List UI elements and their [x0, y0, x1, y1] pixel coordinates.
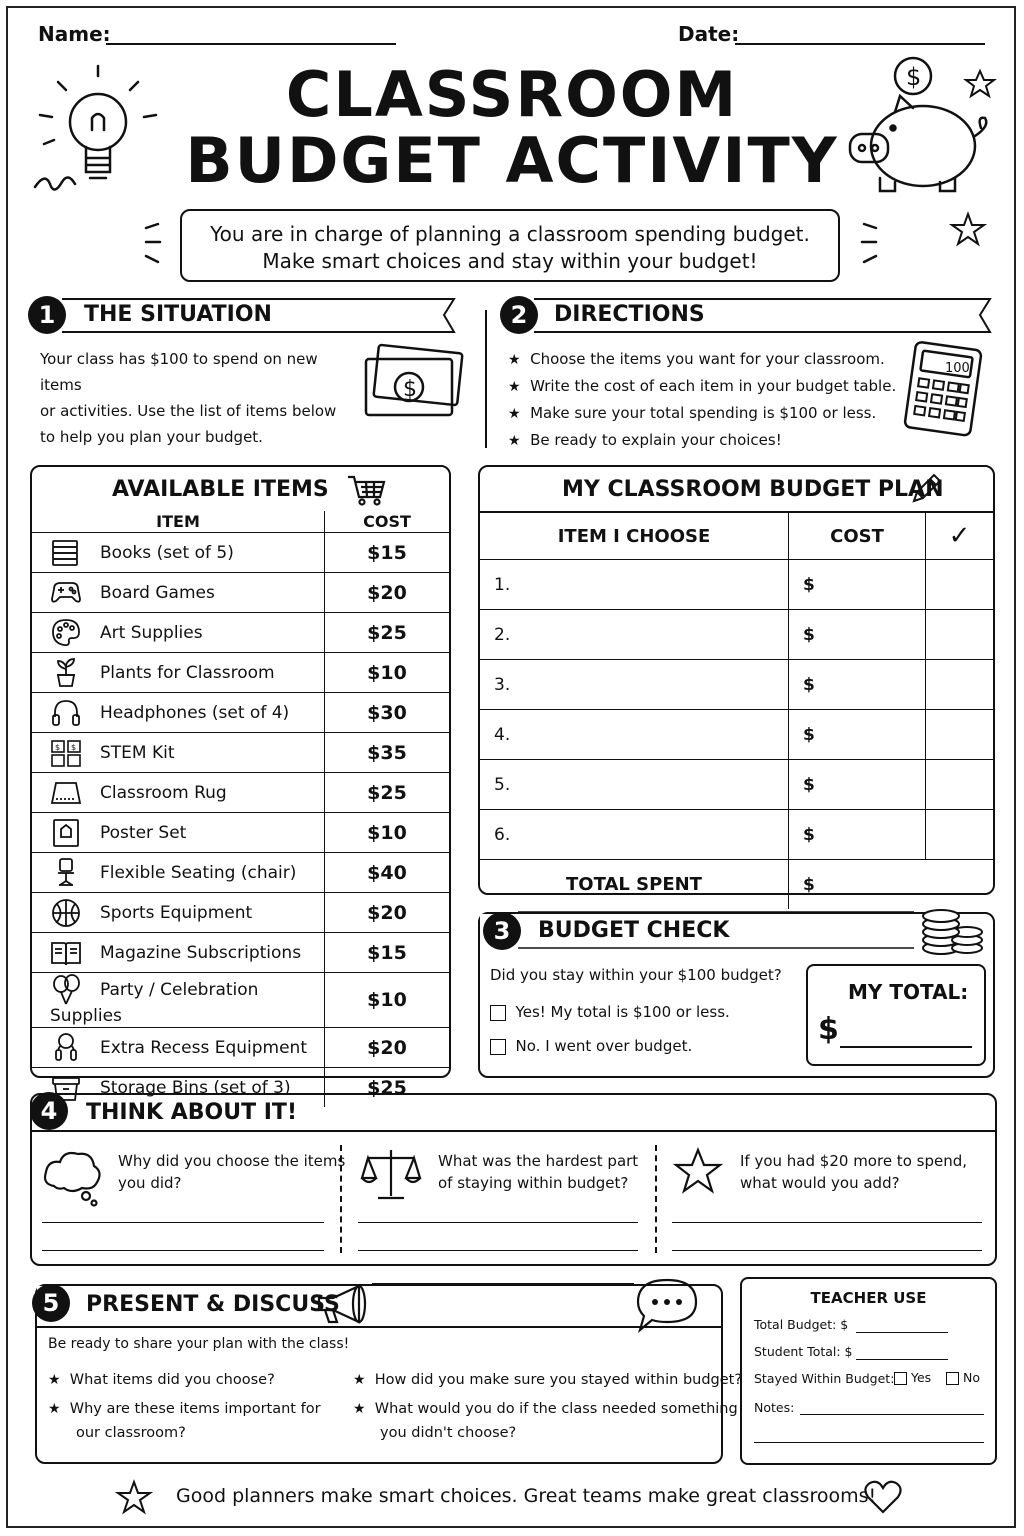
item-cell	[32, 893, 325, 933]
present-text: What items did you choose?	[69, 1372, 275, 1388]
think-question-2	[438, 1150, 638, 1194]
bullet-star-icon: ★	[353, 1372, 366, 1388]
coin-stack-icon	[915, 904, 985, 964]
item-row	[32, 893, 449, 933]
item-row	[32, 573, 449, 613]
bullet-star-icon: ★	[508, 352, 521, 368]
my-total-field[interactable]	[840, 1046, 972, 1048]
shopping-cart-icon	[346, 473, 386, 507]
item-cost: $15	[325, 533, 450, 573]
teacher-yes-option[interactable]	[894, 1370, 931, 1385]
directions-item	[508, 400, 908, 427]
section-4-number: 4	[30, 1092, 68, 1130]
item-row	[32, 1028, 449, 1068]
item-name: Plants for Classroom	[100, 662, 275, 683]
plan-row	[480, 810, 993, 860]
plan-row-number: 3.	[494, 674, 511, 695]
section-1-number: 1	[28, 296, 66, 334]
plan-check-field[interactable]	[926, 710, 994, 760]
svg-text:$: $	[55, 742, 61, 752]
item-cell	[32, 1028, 325, 1068]
section-5-number: 5	[32, 1284, 70, 1322]
present-intro: Be ready to share your plan with the class!	[48, 1336, 350, 1352]
situation-line: Your class has $100 to spend on new items	[40, 350, 318, 394]
headphones-icon	[50, 697, 82, 729]
item-cell	[32, 693, 325, 733]
item-cost: $25	[325, 1068, 450, 1108]
plan-row-number: 2.	[494, 624, 511, 645]
section-divider	[485, 310, 487, 448]
rug-icon	[50, 777, 82, 809]
item-cost: $25	[325, 613, 450, 653]
teacher-no-option[interactable]	[946, 1370, 980, 1385]
section-3-title: BUDGET CHECK	[538, 918, 730, 943]
teacher-use-box	[740, 1277, 997, 1465]
plan-check-field[interactable]	[926, 810, 994, 860]
svg-text:$: $	[71, 742, 77, 752]
item-row	[32, 773, 449, 813]
my-total-dollar: $	[818, 1012, 839, 1047]
item-cell	[32, 773, 325, 813]
q1-line: you did?	[118, 1174, 182, 1192]
plan-item-field[interactable]	[480, 810, 789, 860]
plan-row-number: 5.	[494, 774, 511, 795]
plan-check-field[interactable]	[926, 760, 994, 810]
answer-line-1b[interactable]	[42, 1250, 324, 1251]
situation-text	[40, 346, 360, 450]
item-row	[32, 813, 449, 853]
teacher-no-checkbox[interactable]	[946, 1372, 959, 1385]
item-cell	[32, 613, 325, 653]
dollar-sign: $	[803, 674, 815, 695]
bullet-star-icon: ★	[508, 433, 521, 449]
svg-text:$: $	[906, 63, 922, 91]
answer-line-2a[interactable]	[358, 1222, 638, 1223]
item-cost: $15	[325, 933, 450, 973]
stayed-within-label: Stayed Within Budget:	[754, 1371, 895, 1386]
name-line[interactable]	[106, 43, 396, 45]
directions-item	[508, 427, 908, 454]
section-4-title: THINK ABOUT IT!	[86, 1100, 297, 1125]
plan-row	[480, 660, 993, 710]
total-budget-label: Total Budget: $	[754, 1317, 849, 1332]
checkmark-icon: ✓	[926, 512, 994, 560]
budget-check-question: Did you stay within your $100 budget?	[490, 966, 782, 984]
present-bullet-3	[353, 1368, 742, 1392]
present-bullet-2	[48, 1397, 321, 1445]
item-cost: $30	[325, 693, 450, 733]
svg-text:$: $	[403, 377, 417, 402]
item-name: Books (set of 5)	[100, 542, 234, 563]
teacher-no-label: No	[962, 1370, 980, 1385]
item-cost: $10	[325, 973, 450, 1028]
poster-icon	[50, 817, 82, 849]
item-row	[32, 693, 449, 733]
item-cost: $25	[325, 773, 450, 813]
money-stack-icon	[362, 345, 464, 425]
books-icon	[50, 537, 82, 569]
thought-cloud-icon	[42, 1148, 104, 1208]
budget-plan-table	[480, 511, 993, 909]
title-line-1: CLASSROOM	[285, 58, 739, 131]
item-cost: $35	[325, 733, 450, 773]
plan-row	[480, 560, 993, 610]
plan-cost-field[interactable]	[789, 810, 926, 860]
no-label: No. I went over budget.	[515, 1037, 693, 1055]
speech-bubble-icon	[634, 1276, 700, 1334]
item-name: Poster Set	[100, 822, 187, 843]
ball-icon	[50, 897, 82, 929]
directions-item	[508, 346, 908, 373]
dollar-sign: $	[803, 574, 815, 595]
directions-text: Be ready to explain your choices!	[530, 431, 782, 449]
section-2-title: DIRECTIONS	[554, 302, 705, 327]
title-line-2: BUDGET ACTIVITY	[185, 124, 839, 197]
item-row	[32, 653, 449, 693]
total-budget-field[interactable]	[856, 1332, 948, 1333]
dollar-sign: $	[803, 824, 815, 845]
item-row	[32, 533, 449, 573]
calculator-icon	[905, 342, 985, 437]
present-text: you didn't choose?	[380, 1425, 517, 1441]
plan-check-field[interactable]	[926, 560, 994, 610]
yes-checkbox[interactable]	[490, 1005, 506, 1021]
q3-line: what would you add?	[740, 1174, 900, 1192]
scale-icon	[360, 1146, 422, 1204]
budget-plan-title: MY CLASSROOM BUDGET PLAN	[562, 477, 944, 502]
teacher-yes-checkbox[interactable]	[894, 1372, 907, 1385]
col-item-header: ITEM	[156, 512, 200, 531]
item-name: Extra Recess Equipment	[100, 1037, 307, 1058]
stem-kit-icon	[50, 737, 82, 769]
balloons-icon	[50, 974, 82, 1006]
directions-text: Write the cost of each item in your budget table.	[530, 377, 897, 395]
plan-item-field[interactable]	[480, 660, 789, 710]
directions-text: Choose the items you want for your classroom.	[530, 350, 885, 368]
think-divider	[30, 1130, 997, 1132]
present-bullet-1	[48, 1368, 275, 1392]
star-icon	[950, 212, 986, 248]
item-cell	[32, 813, 325, 853]
plan-row	[480, 710, 993, 760]
col-cost-header: COST	[325, 511, 450, 533]
plan-row-number: 6.	[494, 824, 511, 845]
dollar-sign: $	[803, 774, 815, 795]
item-row	[32, 613, 449, 653]
no-checkbox[interactable]	[490, 1039, 506, 1055]
game-controller-icon	[50, 577, 82, 609]
student-total-label: Student Total: $	[754, 1344, 853, 1359]
plan-cost-field[interactable]	[789, 710, 926, 760]
answer-line-3a[interactable]	[672, 1222, 982, 1223]
item-cell	[32, 973, 325, 1028]
section-5-title: PRESENT & DISCUSS	[86, 1292, 340, 1317]
answer-line-1a[interactable]	[42, 1222, 324, 1223]
intro-line-2: Make smart choices and stay within your budget!	[262, 249, 758, 273]
present-text: How did you make sure you stayed within budget?	[374, 1372, 743, 1388]
item-row	[32, 933, 449, 973]
my-total-box	[806, 964, 986, 1066]
bullet-star-icon: ★	[353, 1401, 366, 1417]
date-line[interactable]	[735, 43, 985, 45]
q2-line: of staying within budget?	[438, 1174, 629, 1192]
dashed-divider	[340, 1145, 342, 1253]
col-cost-header: COST	[789, 512, 926, 560]
total-spent-field[interactable]	[789, 860, 994, 910]
section-1-title: THE SITUATION	[84, 302, 272, 327]
yes-label: Yes! My total is $100 or less.	[515, 1003, 730, 1021]
present-text: Why are these items important for	[69, 1401, 321, 1417]
megaphone-icon	[315, 1284, 373, 1328]
plan-item-field[interactable]	[480, 610, 789, 660]
item-name: Art Supplies	[100, 622, 203, 643]
teacher-use-title: TEACHER USE	[810, 1289, 927, 1307]
item-cell	[32, 933, 325, 973]
item-row	[32, 733, 449, 773]
teacher-yes-label: Yes	[910, 1370, 932, 1385]
item-name: Board Games	[100, 582, 215, 603]
plan-cost-field[interactable]	[789, 560, 926, 610]
piggy-bank-icon	[845, 56, 1005, 206]
footer-text: Good planners make smart choices. Great teams make great classrooms!	[176, 1485, 877, 1507]
situation-line: or activities. Use the list of items below	[40, 402, 337, 420]
footer-star-icon	[116, 1480, 152, 1514]
magazine-icon	[50, 937, 82, 969]
item-cost: $20	[325, 893, 450, 933]
item-cost: $20	[325, 573, 450, 613]
dollar-sign: $	[803, 724, 815, 745]
bullet-star-icon: ★	[48, 1401, 61, 1417]
dashed-divider	[655, 1145, 657, 1253]
notes-line-2[interactable]	[754, 1442, 984, 1443]
directions-item	[508, 373, 908, 400]
plan-check-field[interactable]	[926, 610, 994, 660]
pencil-icon	[910, 473, 942, 505]
intro-line-1: You are in charge of planning a classroom spending budget.	[210, 222, 810, 246]
section-2-number: 2	[500, 296, 538, 334]
plan-item-field[interactable]	[480, 760, 789, 810]
available-items-box	[30, 465, 451, 1099]
bullet-star-icon: ★	[508, 406, 521, 422]
answer-line-3b[interactable]	[672, 1250, 982, 1251]
item-cost: $40	[325, 853, 450, 893]
jump-rope-icon	[50, 1032, 82, 1064]
item-name: Flexible Seating (chair)	[100, 862, 297, 883]
no-option[interactable]	[490, 1037, 692, 1055]
item-cell	[32, 653, 325, 693]
section-3-number: 3	[483, 912, 521, 950]
plan-cost-field[interactable]	[789, 760, 926, 810]
plan-cost-field[interactable]	[789, 660, 926, 710]
item-cost: $10	[325, 813, 450, 853]
present-text: What would you do if the class needed something	[374, 1401, 738, 1417]
plan-row	[480, 610, 993, 660]
answer-line-2b[interactable]	[358, 1250, 638, 1251]
notes-label: Notes:	[754, 1400, 795, 1415]
sparkle-lines-left	[140, 220, 170, 270]
present-bullet-4	[353, 1397, 738, 1445]
item-name: Party / Celebration Supplies	[50, 980, 259, 1026]
item-name: Storage Bins (set of 3)	[100, 1077, 291, 1098]
item-cell	[32, 573, 325, 613]
item-name: Sports Equipment	[100, 902, 253, 923]
present-text: our classroom?	[76, 1425, 186, 1441]
item-row	[32, 853, 449, 893]
plant-icon	[50, 657, 82, 689]
situation-line: to help you plan your budget.	[40, 428, 263, 446]
star-outline-icon	[674, 1148, 722, 1194]
available-items-header	[32, 467, 449, 511]
item-row	[32, 973, 449, 1028]
item-name: Magazine Subscriptions	[100, 942, 302, 963]
q1-line: Why did you choose the items	[118, 1152, 346, 1170]
item-name: STEM Kit	[100, 742, 175, 763]
bullet-star-icon: ★	[508, 379, 521, 395]
available-items-title: AVAILABLE ITEMS	[112, 477, 329, 502]
total-spent-label: TOTAL SPENT	[480, 860, 789, 910]
think-question-3	[740, 1150, 967, 1194]
item-cell	[32, 533, 325, 573]
date-label: Date:	[678, 22, 740, 46]
available-items-table	[32, 511, 449, 1107]
sparkle-lines-right	[856, 220, 886, 270]
q3-line: If you had $20 more to spend,	[740, 1152, 967, 1170]
calculator-display: 100	[945, 361, 970, 376]
palette-icon	[50, 617, 82, 649]
item-name: Headphones (set of 4)	[100, 702, 290, 723]
directions-list	[508, 346, 908, 454]
yes-option[interactable]	[490, 1003, 730, 1021]
budget-plan-box	[478, 465, 995, 895]
notes-line-1[interactable]	[800, 1414, 984, 1415]
item-cell	[32, 853, 325, 893]
item-cost: $20	[325, 1028, 450, 1068]
item-cost: $10	[325, 653, 450, 693]
dollar-sign: $	[803, 874, 815, 895]
directions-text: Make sure your total spending is $100 or less.	[530, 404, 877, 422]
plan-item-field[interactable]	[480, 710, 789, 760]
chair-icon	[50, 857, 82, 889]
heart-icon	[864, 1480, 902, 1514]
plan-row	[480, 760, 993, 810]
plan-item-field[interactable]	[480, 560, 789, 610]
name-label: Name:	[38, 22, 111, 46]
q2-line: What was the hardest part	[438, 1152, 639, 1170]
student-total-field[interactable]	[856, 1359, 948, 1360]
intro-box	[180, 209, 840, 282]
item-cell	[32, 733, 325, 773]
plan-row-number: 1.	[494, 574, 511, 595]
dollar-sign: $	[803, 624, 815, 645]
budget-plan-header	[480, 467, 993, 511]
item-name: Classroom Rug	[100, 782, 227, 803]
think-question-1	[118, 1150, 345, 1194]
col-item-choose-header: ITEM I CHOOSE	[480, 512, 789, 560]
plan-check-field[interactable]	[926, 660, 994, 710]
my-total-label: MY TOTAL:	[848, 980, 969, 1004]
plan-cost-field[interactable]	[789, 610, 926, 660]
plan-row-number: 4.	[494, 724, 511, 745]
bullet-star-icon: ★	[48, 1372, 61, 1388]
